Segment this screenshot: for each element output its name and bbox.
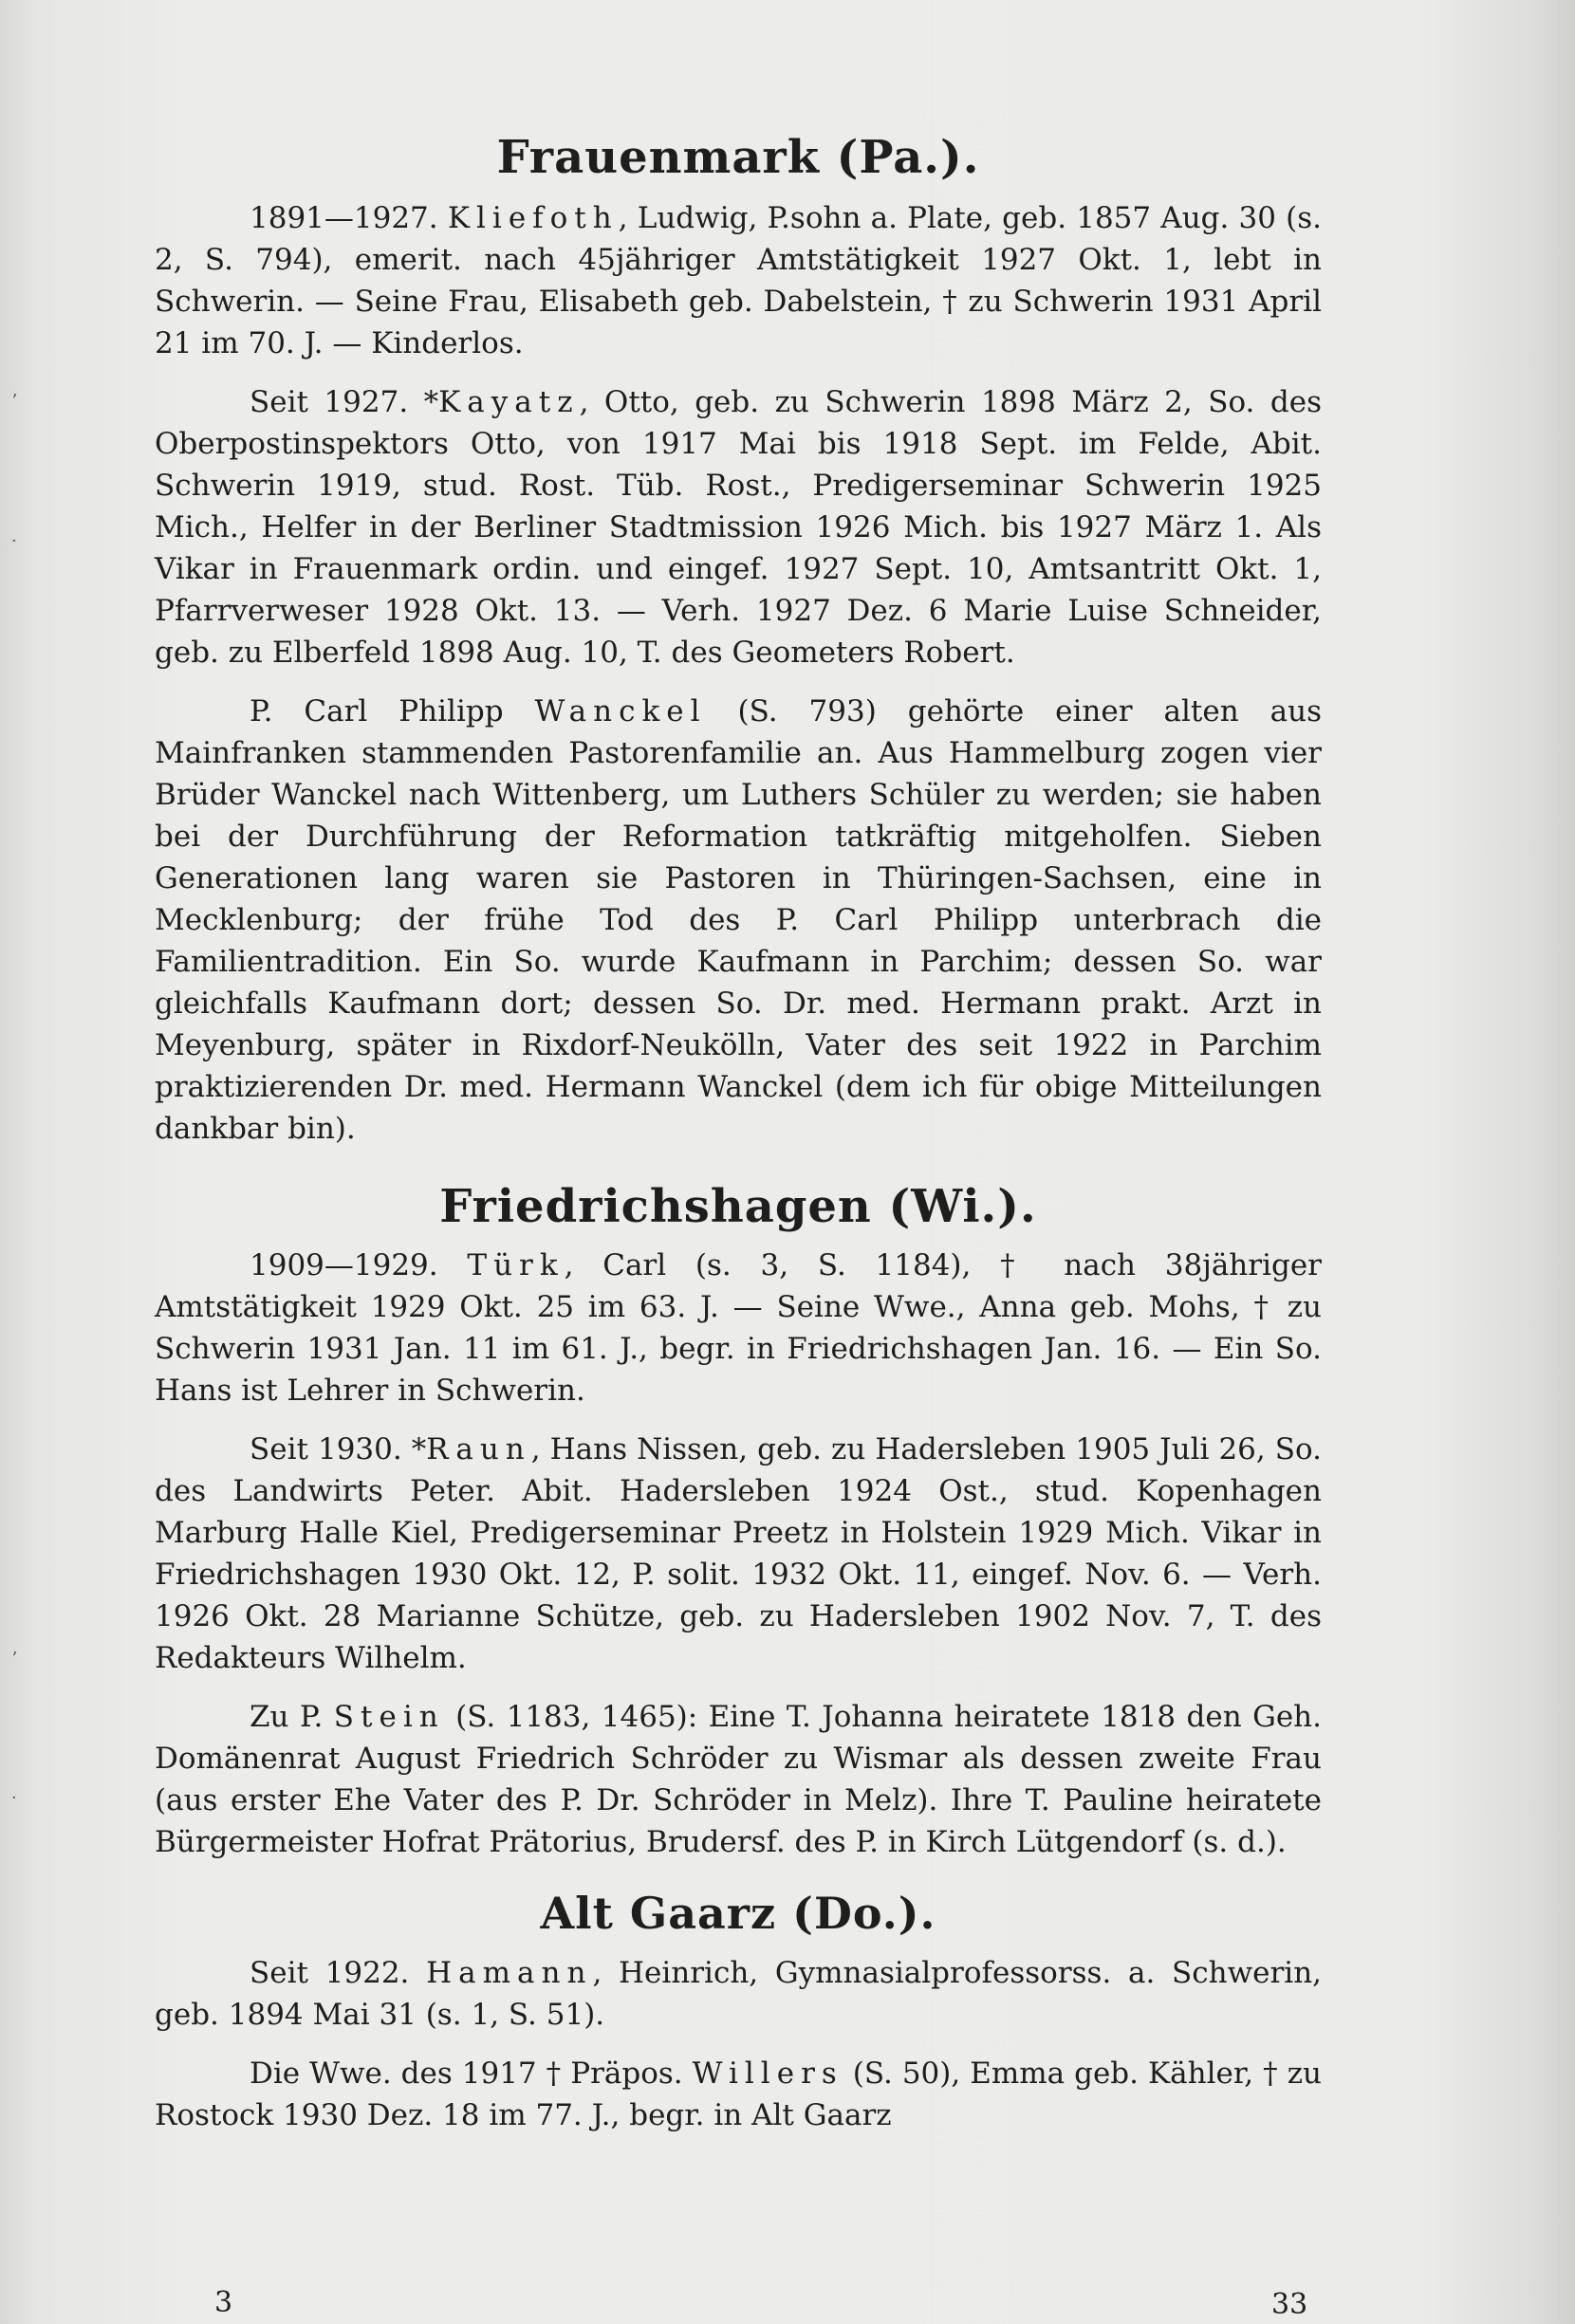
pastor-name: Stein bbox=[333, 1700, 445, 1734]
signature-mark: 3 bbox=[214, 2286, 233, 2319]
pastor-name: Willers bbox=[692, 2057, 843, 2091]
note-stein bbox=[155, 1696, 1322, 1863]
entry-raun bbox=[155, 1429, 1322, 1679]
entry-lead: Seit 1927. * bbox=[250, 385, 439, 419]
entry-lead: Seit 1922. bbox=[250, 1956, 410, 1990]
entry-lead: 1891—1927. bbox=[250, 201, 438, 235]
margin-mark: · bbox=[11, 531, 17, 551]
entry-lead: Seit 1930. * bbox=[250, 1432, 427, 1466]
margin-mark: · bbox=[11, 1788, 17, 1808]
entry-kayatz bbox=[155, 381, 1322, 673]
note-willers bbox=[155, 2053, 1322, 2136]
section-heading-frauenmark: Frauenmark (Pa.). bbox=[496, 131, 980, 184]
entry-kliefoth bbox=[155, 197, 1322, 364]
entry-lead: Zu P. bbox=[250, 1700, 334, 1734]
entry-text: (S. 1183, 1465): Eine T. Johanna heiratete 1818 den Geh. Domänenrat August Friedrich Schröder zu Wismar als dessen zweite Frau (aus erster Ehe Vater des P. Dr. Schröder in Melz). Ihre T. Pauline heiratete Bürgermeister Hofrat Prätorius, Brudersf. des P. in Kirch Lütgendorf (s. d.). bbox=[155, 1700, 1323, 1859]
pastor-name: Kliefoth bbox=[447, 201, 619, 235]
entry-text: (S. 793) gehörte einer alten aus Mainfranken stammenden Pastorenfamilie an. Aus Hammelburg zogen vier Brüder Wanckel nach Wittenberg, um Luthers Schüler zu werden; sie haben bei der Durchführung der Reformation tatkräftig mitgeholfen. Sieben Generationen lang waren sie Pastoren in Thüringen-Sachsen, eine in Mecklenburg; der frühe Tod des P. Carl Philipp unterbrach die Familientradition. Ein So. wurde Kaufmann in Parchim; dessen So. war gleichfalls Kaufmann dort; dessen So. Dr. med. Hermann prakt. Arzt in Meyenburg, später in Rixdorf-Neukölln, Vater des seit 1922 in Parchim praktizierenden Dr. med. Hermann Wanckel (dem ich für obige Mitteilungen dankbar bin). bbox=[155, 694, 1323, 1146]
text-column bbox=[155, 131, 1322, 2153]
note-wanckel bbox=[155, 691, 1322, 1150]
pastor-name: Türk bbox=[467, 1248, 565, 1282]
section-heading-friedrichshagen: Friedrichshagen (Wi.). bbox=[439, 1180, 1037, 1233]
section-heading-alt-gaarz: Alt Gaarz (Do.). bbox=[540, 1888, 936, 1939]
entry-text: , Ludwig, P.sohn a. Plate, geb. 1857 Aug. 30 (s. 2, S. 794), emerit. nach 45jähriger Amtstätigkeit 1927 Okt. 1, lebt in Schwerin. — Seine Frau, Elisabeth geb. Dabelstein, † zu Schwerin 1931 April 21 im 70. J. — Kinderlos. bbox=[155, 201, 1323, 360]
entry-hamann bbox=[155, 1952, 1322, 2036]
entry-text: , Heinrich, Gymnasialprofessorss. a. Schwerin, geb. 1894 Mai 31 (s. 1, S. 51). bbox=[155, 1956, 1323, 2032]
entry-tuerk bbox=[155, 1245, 1322, 1411]
margin-mark: ʼ bbox=[11, 391, 17, 411]
entry-text: , Carl (s. 3, S. 1184), † nach 38jähriger Amtstätigkeit 1929 Okt. 25 im 63. J. — Seine Wwe., Anna geb. Mohs, † zu Schwerin 1931 Jan. 11 im 61. J., begr. in Friedrichshagen Jan. 16. — Ein So. Hans ist Lehrer in Schwerin. bbox=[155, 1248, 1323, 1408]
pastor-name: Kayatz bbox=[438, 385, 580, 419]
pastor-name: Raun bbox=[426, 1432, 531, 1466]
entry-text: , Otto, geb. zu Schwerin 1898 März 2, So. des Oberpostinspektors Otto, von 1917 Mai bis 1918 Sept. im Felde, Abit. Schwerin 1919, stud. Rost. Tüb. Rost., Predigerseminar Schwerin 1925 Mich., Helfer in der Berliner Stadtmission 1926 Mich. bis 1927 März 1. Als Vikar in Frauenmark ordin. und eingef. 1927 Sept. 10, Amtsantritt Okt. 1, Pfarrverweser 1928 Okt. 13. — Verh. 1927 Dez. 6 Marie Luise Schneider, geb. zu Elberfeld 1898 Aug. 10, T. des Geometers Robert. bbox=[155, 385, 1322, 670]
pastor-name: Hamann bbox=[426, 1956, 593, 1990]
pastor-name: Wanckel bbox=[534, 694, 707, 729]
margin-mark: ʼ bbox=[11, 1649, 17, 1669]
entry-text: (S. 50), Emma geb. Kähler, † zu Rostock 1930 Dez. 18 im 77. J., begr. in Alt Gaarz bbox=[155, 2057, 1322, 2132]
entry-lead: Die Wwe. des 1917 † Präpos. bbox=[250, 2057, 693, 2091]
page-number: 33 bbox=[1271, 2288, 1308, 2321]
entry-lead: 1909—1929. bbox=[250, 1248, 438, 1282]
entry-text: , Hans Nissen, geb. zu Hadersleben 1905 Juli 26, So. des Landwirts Peter. Abit. Hadersleben 1924 Ost., stud. Kopenhagen Marburg Halle Kiel, Predigerseminar Preetz in Holstein 1929 Mich. Vikar in Friedrichshagen 1930 Okt. 12, P. solit. 1932 Okt. 11, eingef. Nov. 6. — Verh. 1926 Okt. 28 Marianne Schütze, geb. zu Hadersleben 1902 Nov. 7, T. des Redakteurs Wilhelm. bbox=[155, 1432, 1322, 1675]
entry-lead: P. Carl Philipp bbox=[250, 694, 535, 729]
